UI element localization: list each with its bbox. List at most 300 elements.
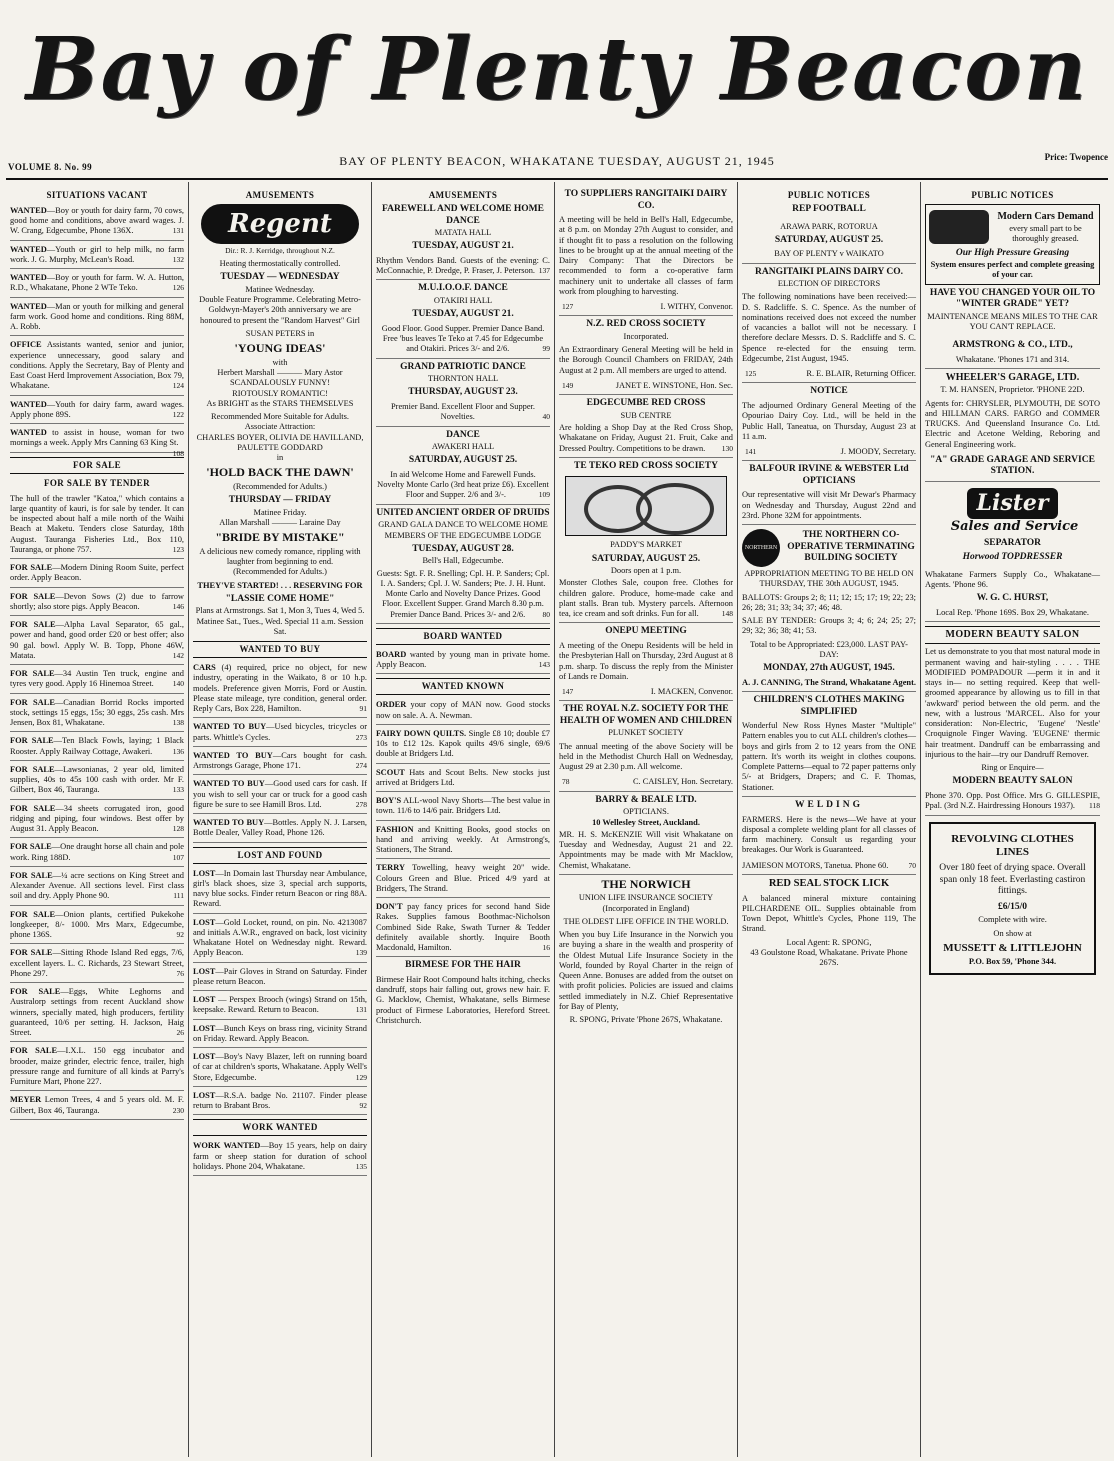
ad-text: Agents for: CHRYSLER, PLYMOUTH, DE SOTO and HILLMAN CARS. FARGO and COMMER TRUCKS. And Queensland Insurance Co. Ltd. Electric and Acetone Welding, Reboring and General Engineering work. [925,398,1100,449]
ad-text: and Knitting Books, good stocks on hand and arriving weekly. At Armstrong's, Stationers, The Strand. [376,824,550,855]
ad-text: —Modern Dining Room Suite, perfect order. Apply Beacon. [10,563,185,583]
section-heading: FOR SALE BY TENDER [44,477,150,488]
ad-lead: FOR SALE [10,948,53,958]
classified-ad [742,445,916,461]
ad-lead: LOST [193,1052,216,1062]
ad-text: When you buy Life Insurance in the Norwich you are buying a share in the wealth and prosperity of the Oldest Mutual Life Insurance Society in the World, founded by Royal Charter in the reign of Queen Anne. Bonuses are added from the outset on with profit policies. Policies are issued and claims settled immediately in N.Z. Chief Representative for Bay of Plenty, [559,930,733,1011]
ad-text: Good Floor. Good Supper. Premier Dance Band. Free 'bus leaves Te Teko at 7.45 for Edgecumbe and Otakiri. Prices 3/- and 2/6. [381,323,545,354]
ad-text: — Perspex Brooch (wings) Strand on 15th, keepsake. Reward. Return to Beacon. [193,995,367,1015]
ad-text: —Cars bought for cash. Armstrongs Garage, Phone 171. [193,750,367,771]
wanted-known-list [376,698,550,957]
ad-heading: THE ROYAL N.Z. SOCIETY FOR THE HEALTH OF WOMEN AND CHILDREN [559,704,733,726]
ad-text: Rhythm Vendors Band. Guests of the evening: C. McConnachie, P. Dredge, P. Fraser, J. Peterson. [376,255,550,276]
ad-lead: WANTED [10,244,47,254]
ad-number: 92 [359,1101,367,1111]
film-rating: Recommended More Suitable for Adults. [211,412,349,422]
ad-number: 149 [562,380,574,390]
ad-number: 136 [172,746,184,756]
classified-ad [193,965,367,992]
ad-lead: FOR SALE [10,669,55,679]
ad-lead: FOR SALE [10,764,55,774]
appropriation: Total to be Appropriated: £23,000. LAST PAY-DAY: [750,639,908,659]
classified-ad [10,1093,184,1120]
classified-ad [10,398,184,425]
classified-ad [193,1089,367,1116]
ad-text: MR. H. S. McKENZIE Will visit Whakatane on Tuesday and Wednesday, August 21 and 22. Appointments may be made with Mr Macklow, Chemist, Whakatane. [559,828,733,875]
ad-text: —Bunch Keys on brass ring, vicinity Strand on Friday. Reward. Apply Beacon. [193,1023,367,1043]
ad-heading: M.U.I.O.O.F. DANCE [418,283,508,294]
event-date: TUESDAY, AUGUST 21. [412,241,514,252]
ad-number: 118 [1089,801,1100,811]
classified-ad [376,322,550,359]
ad-text: Whakatane. 'Phones 171 and 314. [925,353,1100,369]
ad-number: 135 [355,1161,367,1171]
classified-ad [10,985,184,1042]
event-date: SATURDAY, AUGUST 25. [774,234,884,245]
ad-text: APPROPRIATION MEETING TO BE HELD ON THURSDAY, THE 30th AUGUST, 1945. [744,569,914,589]
film-star: SUSAN PETERS in [245,328,315,338]
film-rating: (Recommended for Adults.) [233,567,327,577]
ad-heading: FAREWELL AND WELCOME HOME DANCE [382,203,544,226]
ad-text: —Youth for dairy farm, award wages. Apply phone 89S. [10,399,184,419]
ad-heading: BIRMESE FOR THE HAIR [405,960,521,971]
ad-number: 91 [359,704,367,714]
ad-lead: SCOUT [376,767,405,777]
section-heading: SITUATIONS VACANT [46,190,148,200]
ad-number: 124 [172,381,184,391]
ad-heading: WHEELER'S GARAGE, LTD. [945,372,1080,384]
ad-text: —Ten Black Fowls, laying; 1 Black Rooster. Apply Railway Cottage, Awakeri. [10,736,184,756]
ad-text: The following nominations have been received:— D. S. Radcliffe. S. C. Spence. As the number of nominations received does not exceed the number of vacancies a ballot will not be necessary. I therefore declare Messrs. D. S. Radcliffe and S. C. Spence re-elected for the ensuing term. Edgecumbe, 21st August, 1945. [742,292,916,363]
ad-number: 122 [172,409,184,419]
classified-ad [10,271,184,298]
film-desc: A delicious new comedy romance, rippling with laughter from beginning to end. [199,546,361,567]
ad-text: Our representative will visit Mr Dewar's Pharmacy on Wednesday and Thursday, August 22nd and 23rd. Phone 32M for appointments. [742,488,916,525]
ad-heading: WELDING [795,799,863,810]
ad-number: 125 [745,369,757,379]
classified-ad [376,727,550,764]
masthead-rule [6,178,1108,180]
price: Price: Twopence [1044,152,1108,162]
ad-number: 133 [172,785,184,795]
classified-ad [10,426,184,458]
regent-logo: Regent [201,204,359,244]
ad-number: 230 [172,1105,184,1115]
ad-number: 109 [538,490,550,500]
column-5 [738,182,921,1457]
signature: I. WITHY, Convenor. [660,302,733,312]
address: P.O. Box 59, 'Phone 344. [968,956,1057,966]
price: £6/15/0 [997,902,1028,913]
ad-heading: "A" GRADE GARAGE AND SERVICE STATION. [925,453,1100,482]
ad-lead: ORDER [376,700,407,710]
situations-list [10,204,184,458]
signature: C. CAISLEY, Hon. Secretary. [632,777,733,787]
section-heading: LOST AND FOUND [193,847,367,864]
ad-text: —Boy or youth for dairy farm, 70 cows, good home and conditions, above award wages. J. W. Crang, Edgecumbe, Phone 136X. [10,205,184,236]
classified-ad [193,1139,367,1176]
matinee-note: Matinee Friday. [253,507,307,517]
ad-text: —Youth or girl to help milk, no farm work. J. G. Murphy, McLean's Road. [10,244,184,264]
column-4 [555,182,738,1457]
classified-ad [559,775,733,791]
ad-text: —34 sheets corrugated iron, good ridging and piping, four windows. Best offer by August 31. Apply Beacon. [10,803,184,834]
classified-ad [10,243,184,270]
ad-lead: FOR SALE [10,909,56,919]
ad-number: 129 [355,1072,367,1082]
ad-heading: NOTICE [810,386,848,397]
ad-number: 70 [908,860,916,870]
ad-lead: FOR SALE [10,563,53,573]
classified-ad [193,749,367,776]
ad-number: 131 [172,226,184,236]
ad-heading: TE TEKO RED CROSS SOCIETY [574,460,718,471]
section-heading: FOR SALE [10,457,184,474]
film-cast: Herbert Marshall ——— Mary Astor [217,368,343,378]
ad-number: 78 [562,777,570,787]
ad-text: —Pair Gloves in Strand on Saturday. Finder please return Beacon. [193,966,367,986]
northern-logo: NORTHERN [742,529,780,567]
ad-text: System ensures perfect and complete greasing of your car. [930,260,1095,280]
ad-text: Over 180 feet of drying space. Overall span only 18 feet. Everlasting castiron fittings. [939,863,1086,897]
film-cast: CHARLES BOYER, OLIVIA DE HAVILLAND, PAULETTE GODDARD [196,432,364,452]
ad-number: 139 [355,948,367,958]
ad-text: Lemon Trees, 4 and 5 years old. M. F. Gilbert, Box 46, Tauranga. [10,1095,184,1115]
ad-lead: DON'T [376,902,403,912]
agent: Local Agent: R. SPONG, [786,937,872,947]
ad-lead: FOR SALE [10,987,61,997]
ad-text: Towelling, heavy weight 20" wide. Colours Green and Blue. Priced 4/9 yard at Bridgers, The Strand. [376,863,550,893]
ad-lead: FOR SALE [10,620,56,630]
classified-ad [10,1044,184,1091]
teams: BAY OF PLENTY v WAIKATO [742,247,916,263]
ad-text: Wonderful New Ross Hynes Master "Multiple" Pattern enables you to cut ALL children's clothes—boys and girls from 2 to 12 years from the ONE pattern. It's worth its weight in clothes coupons. Complete Patterns—equal to 72 paper patterns only 5/- at Bridgers, Drapers; and C. F. Thomas, Stationer. [742,719,916,797]
ad-text: pay fancy prices for second hand Side Rakes. Supplies famous Boothmac-Nicholson Combined Side Rake, Swath Turner & Tedder definitely available shortly. Inquire Booth Macdonald, Hamilton. [376,902,550,953]
classified-ad [10,492,184,560]
ad-heading: W. G. C. HURST, [976,593,1049,604]
classified-ad [193,1050,367,1087]
film-title: "LASSIE COME HOME" [225,593,335,604]
ad-lead: FAIRY DOWN QUILTS. [376,728,467,738]
ad-text: —Onion plants, certified Pukekohe longkeeper, 8/- 1000. Mrs Marx, Edgecumbe, phone 136S. [10,909,185,940]
event-date: TUESDAY, AUGUST 28. [412,543,514,554]
ad-text: your copy of MAN now. Good stocks now on sale. A. A. Newman. [376,700,550,720]
section-heading: BOARD WANTED [376,628,550,645]
ad-sub: SUB CENTRE [620,410,672,420]
ad-text: T. M. HANSEN, Proprietor. 'PHONE 22D. [940,385,1085,395]
ad-heading: RED SEAL STOCK LICK [768,877,890,889]
column-3 [372,182,555,1457]
ad-lead: LOST [193,966,216,976]
classified-ad [376,254,550,281]
ad-text: —Sitting Rhode Island Red eggs, 7/6, excellent layers. L. C. Richards, 23 Stewart Street, Phone 297. [10,948,184,978]
ad-heading: MODERN BEAUTY SALON [925,626,1100,644]
ad-lead: FOR SALE [10,1046,58,1056]
ad-text: FARMERS. Here is the news—We have at your disposal a complete welding plant for all classes of farm machinery. Consult us regarding your breakages. Our Work is Guaranteed. [742,814,916,855]
ad-text: The hull of the trawler "Katoa," which contains a large quantity of kauri, is for sale by tender. It can be inspected about half a mile north of the Waihi Beach at Maketu. Tenders close Saturday, 18th August. Tauranga Fisheries Ltd., Box 110, Tauranga, or phone 757. [10,493,184,554]
ad-number: 123 [172,544,184,554]
film-tagline: SCANDALOUSLY FUNNY! [229,378,331,388]
plans-text: Plans at Armstrongs. Sat 1, Mon 3, Tues 4, Wed 5. Matinee Sat., Tues., Wed. Special 11 a.m. Session Sat. [195,606,365,636]
classified-ad [376,648,550,675]
ad-heading: BALFOUR IRVINE & WEBSTER Ltd OPTICIANS [749,464,909,486]
ad-number: 148 [721,609,733,619]
ad-text: A meeting will be held in Bell's Hall, Edgecumbe, at 8 p.m. on Monday 27th August to consider, and if thought fit to pass a resolution on the following lines to be brought up at the annual meeting of the Dairy Company: That the Directors be recommended to form a co-operative farm machinery unit to undertake all classes of farm work from ploughing to harvesting. [559,215,733,296]
associate-label: Associate Attraction: [244,422,316,432]
ad-text: Are holding a Shop Day at the Red Cross Shop, Whakatane on Friday, August 21. Fruit, Cake and Dressed Poultry. Competitions to be drawn. [559,423,733,453]
ad-text: —One draught horse all chain and pole work. Ring 188D. [10,842,185,862]
ad-heading: UNITED ANCIENT ORDER OF DRUIDS [376,507,550,518]
ad-heading: ONEPU MEETING [605,626,687,637]
ad-text: Single £8 10; double £7 10s to £12 12s. Kapok quilts 49/6 single, 69/6 double at Bridgers Ltd. [376,728,550,759]
ad-text: Ring or Enquire— [981,763,1044,773]
ad-text: —Eggs, White Leghorns and Australorp settings from recent Auckland show winners, specially mated, high producers, fertility guaranteed, 10/6 per setting. H. Jackson, Haig Street. [10,987,184,1038]
volume-number: VOLUME 8. No. 99 [8,162,93,172]
started-line: THEY'VE STARTED! . . . RESERVING FOR [197,580,363,590]
ad-sub: Incorporated. [623,331,669,341]
signature: I. MACKEN, Convenor. [650,687,733,697]
ad-number: 147 [562,687,574,697]
section-heading: WORK WANTED [193,1119,367,1136]
ad-sub: SEPARATOR [983,537,1041,548]
ad-tagline: THE OLDEST LIFE OFFICE IN THE WORLD. [563,916,729,926]
ad-text: wanted by young man in private home. Apply Beacon. [376,649,550,670]
classified-ad [193,777,367,814]
classified-ad [10,802,184,839]
ad-text: Birmese Hair Root Compound halts itching, checks dandruff, stops hair falling out, grows new hair. F. G. Macklow, Chemist, Whakatane, sells Birmese product of Firmese Laboratories, Hereford Street. Christchurch. [376,974,550,1025]
signature: R. SPONG, Private 'Phone 267S, Whakatane. [569,1015,723,1025]
ad-text: Premier Band. Excellent Floor and Supper. Novelties. [391,402,535,422]
event-date: SATURDAY, AUGUST 25. [408,455,518,466]
ad-heading: THE NORTHERN CO-OPERATIVE TERMINATING BUILDING SOCIETY [787,530,915,564]
ad-lead: WANTED [10,399,47,409]
ad-number: 141 [745,447,757,457]
ad-text: (4) required, price no object, for new industry, operating in the Waikato, 8 or 10 h.p. models. Preference given Morris, Ford or Austin. Please state mileage, tyre condition, general order. Reply Cars, Box 228, Hamilton. [193,663,367,714]
ad-heading: RANGITAIKI PLAINS DAIRY CO. [755,266,903,277]
classified-ad [376,567,550,624]
greasing-ad [925,204,1100,285]
event-date: THURSDAY, AUGUST 23. [408,387,518,398]
column-1 [6,182,189,1457]
ad-text: —Alpha Laval Separator, 65 gal., power and hand, good order £20 or best offer; also 90 gal. bowl. Apply W. B. Topp, Phone 46W, Matata. [10,620,184,660]
ad-tagline: Our High Pressure Greasing [955,247,1070,258]
with-text: with [272,357,288,367]
ad-number: 146 [172,601,184,611]
northern-block [742,527,916,569]
ad-lead: LOST [193,995,216,1005]
ad-text: ALL-wool Navy Shorts—The best value in town. 11/6 to 14/6 pair. Bridgers Ltd. [376,796,550,816]
agent: A. J. CANNING, The Strand, Whakatane Agent. [742,676,916,692]
show-days: THURSDAY — FRIDAY [228,495,332,506]
ad-text: In aid Welcome Home and Farewell Funds. Novelty Monte Carlo (3rd heat prize £6). Excellent Floor and Supper. 2/6 and 3/-. [377,469,549,500]
ad-number: 16 [542,943,550,953]
ad-lead: WANTED TO BUY [193,818,265,828]
classified-ad [559,576,733,623]
classified-ad [376,400,550,427]
ad-text: The annual meeting of the above Society will be held in the Methodist Church Hall on Wednesday, August 29 at 2.30 p.m. All welcome. [559,741,733,772]
ad-sub: Horwood TOPDRESSER [962,552,1063,563]
classified-ad [10,590,184,617]
ad-heading: REP FOOTBALL [792,203,866,214]
ad-text: —Canadian Borrid Rocks imported stock, settings 15 eggs, 15s; 30 eggs, 25s cash. Mrs Jensen, Box 81, Whakatane. [10,697,184,728]
ad-text: every small part to be thoroughly greased. [1009,224,1082,244]
venue: MATATA HALL [434,228,492,238]
section-heading: AMUSEMENTS [428,190,498,200]
ad-number: 127 [562,302,574,312]
ad-text: —Lawsonianas, 2 year old, limited supplies, 40s to 45s 100 cash with order. Mr F. Gilbert, Box 46, Tauranga. [10,764,184,795]
ad-heading: CHILDREN'S CLOTHES MAKING SIMPLIFIED [753,695,905,717]
ad-lead: WANTED TO BUY [193,722,267,732]
ad-lead: FOR SALE [10,591,56,601]
ad-lead: FOR SALE [10,736,54,746]
ad-text: —Gold Locket, round, on pin. No. 4213087 and initials A.W.R., engraved on back, lost vicinity Whakatane Hotel on Wednesday night. Reward. Apply Beacon. [193,917,367,958]
lister-logo: Lister [967,488,1059,519]
ad-lead: WANTED [10,205,47,215]
classified-ad [742,859,916,875]
classified-ad [193,867,367,914]
ad-text: JAMIESON MOTORS, Tanetua. Phone 60. [742,860,889,870]
classified-ad [925,789,1100,816]
ad-lead: BOARD [376,649,407,659]
venue: THORNTON HALL [427,374,499,384]
masthead [0,0,1114,140]
section-heading: PUBLIC NOTICES [971,190,1054,200]
ad-lead: FOR SALE [10,803,56,813]
ad-number: 111 [173,891,184,901]
classified-ad [10,204,184,241]
classified-ad [376,900,550,957]
ad-number: 40 [542,412,550,422]
columns [6,182,1108,1457]
tender-groups: SALE BY TENDER: Groups 3; 4; 6; 24; 25; 27; 29; 32; 36; 38; 41; 53. [742,616,916,636]
ad-number: 126 [172,283,184,293]
ad-text: —Good used cars for cash. If you wish to sell your car or truck for a good cash figure be sure to see Hamill Bros. Ltd. [193,779,368,809]
ad-heading: REVOLVING CLOTHES LINES [951,832,1074,858]
ad-number: 107 [172,852,184,862]
ad-number: 76 [176,968,184,978]
classified-ad [193,720,367,747]
ad-text: Monster Clothes Sale, coupon free. Clothes for children galore. Produce, home-made cake and plant stalls. Bran tub. Mystery parcels. Afternoon tea, ice cream and soft drinks. Fun for all. [559,578,733,619]
ad-lead: WORK WANTED [193,1141,261,1151]
classified-ad [742,367,916,383]
newspaper-title: Bay of Plenty Beacon [25,19,1089,120]
ad-number: 137 [538,266,550,276]
classified-ad [376,861,550,898]
film-rating: (Recommended for Adults.) [233,481,327,491]
ad-sub: ELECTION OF DIRECTORS [777,279,881,289]
ad-text: A balanced mineral mixture containing PILCHARDENE OIL. Supplies obtainable from Town Depot, Whittle's Cycles, Phone 119, The Strand. [742,893,916,934]
ad-number: 274 [355,761,367,771]
signature: R. E. BLAIR, Returning Officer. [806,369,916,379]
ad-text: —Boy or youth for farm. W. A. Hutton, R.D., Whakatane, Phone 2 WTe Teko. [10,273,184,293]
classified-ad [193,1022,367,1049]
ad-heading: Modern Cars Demand [997,210,1094,222]
ad-lead: FOR SALE [10,842,52,852]
ad-number: 108 [172,448,184,458]
ad-number: 142 [172,650,184,660]
event-date: SATURDAY, AUGUST 25. [591,553,701,564]
ad-number: 130 [721,443,733,453]
signature: J. MOODY, Secretary. [840,447,916,457]
ad-lead: MEYER [10,1095,42,1105]
ad-sub: OPTICIANS. [623,807,669,817]
dateline-bar [0,150,1114,176]
ad-number: 143 [538,660,550,670]
ad-heading: MODERN BEAUTY SALON [952,776,1073,787]
lost-found-list [193,867,367,1116]
venue: Bell's Hall, Edgecumbe. [422,556,504,566]
ad-text: On show at [993,928,1032,938]
ad-lead: FOR SALE [10,697,55,707]
address: 43 Goulstone Road, Whakatane. Private Phone 267S. [750,947,908,968]
classified-ad [10,946,184,983]
ad-lead: WANTED [10,301,47,311]
sales-service: Sales and Service [950,518,1079,534]
ad-heading: THE NORWICH [601,876,691,891]
ad-text: —Boy's Navy Blazer, left on running board of car at children's sports, Whakatane. Apply Well's Store, Edgecumbe. [193,1052,367,1082]
film-tagline: As BRIGHT as the STARS THEMSELVES [206,398,354,408]
ad-text: —Man or youth for milking and general farm work. Good home and conditions. Ring 88M, A. Robb. [10,301,184,332]
classified-ad [10,734,184,761]
event-title: GRAND GALA DANCE TO WELCOME HOME MEMBERS OF THE EDGECUMBE LODGE [378,520,548,540]
classified-ad [559,379,733,395]
classified-ad [193,816,367,843]
ad-text: Complete with wire. [978,914,1047,924]
ad-text: Hats and Scout Belts. New stocks just arrived at Bridgers Ltd. [376,767,550,787]
classified-ad [376,823,550,860]
classified-ad [10,869,184,906]
ad-number: 92 [176,930,184,940]
event-title: PADDY'S MARKET [610,540,682,550]
ad-lead: WANTED [10,428,47,438]
ad-heading: GRAND PATRIOTIC DANCE [400,361,526,372]
ad-text: Local Rep. 'Phone 169S. Box 29, Whakatane. [925,606,1100,622]
classified-ad [10,618,184,665]
ballots: BALLOTS: Groups 2; 8; 11; 12; 15; 17; 19; 22; 23; 26; 28; 31; 33; 34; 37; 46; 48. [742,592,916,612]
classified-ad [376,766,550,793]
ad-number: 99 [542,344,550,354]
ad-number: 278 [355,799,367,809]
event-date: TUESDAY, AUGUST 21. [412,309,514,320]
ad-heading: ARMSTRONG & CO., LTD., [952,340,1073,351]
ad-number: 131 [355,1005,367,1015]
ad-text: —I.X.L. 150 egg incubator and brooder, maize grinder, electric fence, trailer, high pressure range and furniture of all kinds at Parry's Furniture Mart, Phone 227. [10,1046,185,1087]
classified-ad [559,300,733,316]
classified-ad [10,561,184,588]
ad-number: 80 [542,609,550,619]
film-cast: Allan Marshall ——— Laraine Day [219,518,341,528]
ad-text: Phone 370. Opp. Post Office. Mrs G. GILLESPIE, Ppal. (3rd N.Z. Hairdressing Honours 1937). [925,791,1100,811]
ad-text: —Bottles. Apply N. J. Larsen, Bottle Dealer, Valley Road, Phone 126. [193,818,367,838]
ad-text: Guests: Sgt. F. R. Snelling; Cpl. H. P. Sanders; Cpl. I. A. Sanders; Cpl. J. W. Sanders; Pte. J. H. Hunt. Monte Carlo and Novelty Dance Prizes. Good Floor. Excellent Supper. Grand March 8.30 p.m. Premier Dance Band. Prices 3/- and 2/6. [376,568,550,619]
classified-ad [10,763,184,800]
ad-number: 132 [172,254,184,264]
ad-lead: FOR SALE [10,870,53,880]
classified-ad [10,667,184,694]
ad-number: 26 [176,1028,184,1038]
ad-number: 138 [172,718,184,728]
director-line: Dir.: R. J. Kerridge, throughout N.Z. [225,245,335,255]
forsale-list [10,561,184,1120]
classified-ad [10,908,184,945]
ad-text: to assist in house, woman for two mornings a week. Apply Mrs Canning 63 King St. [10,428,184,448]
in-text: in [276,453,284,463]
ad-text: —Boy 15 years, help on dairy farm or sheep station for duration of school holidays. Phone 204, Whakatane. [193,1141,368,1171]
venue: ARAWA PARK, ROTORUA [780,221,878,231]
section-heading: WANTED KNOWN [376,678,550,695]
payday: MONDAY, 27th AUGUST, 1945. [763,663,895,674]
event-time: Doors open at 1 p.m. [610,566,682,576]
